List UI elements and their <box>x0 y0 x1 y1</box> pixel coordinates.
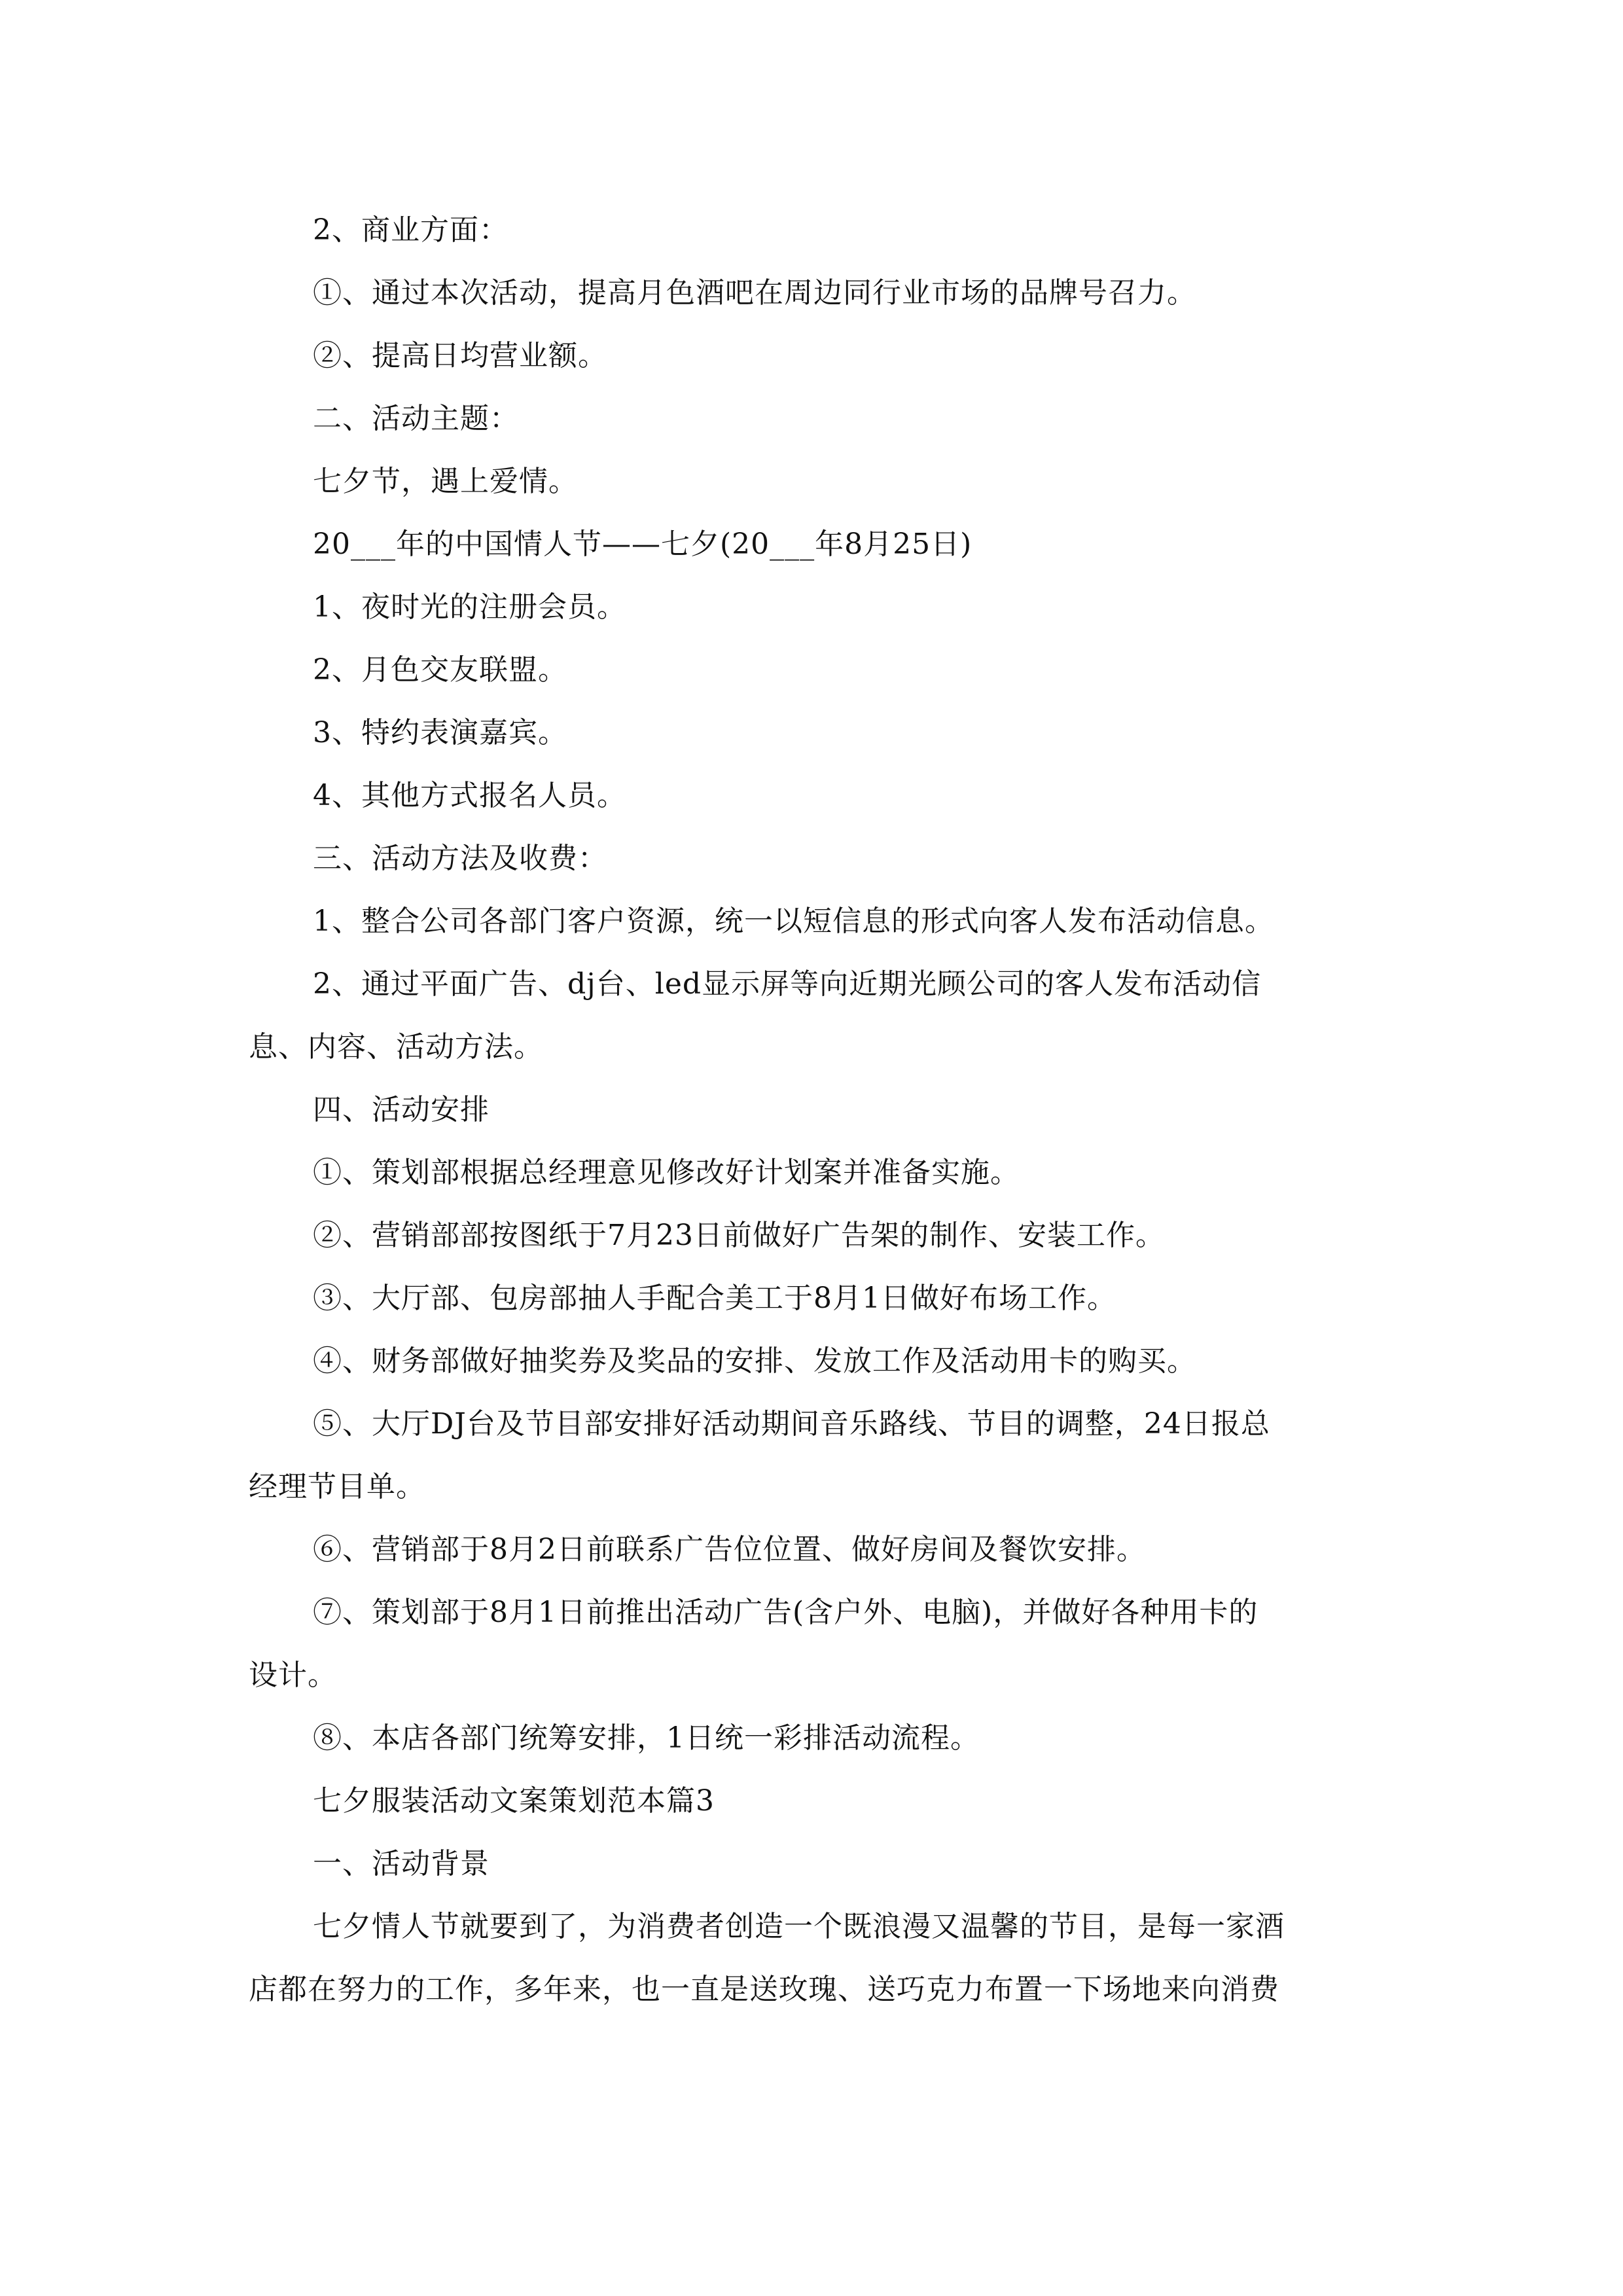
text-line: ⑧、本店各部门统筹安排，1日统一彩排活动流程。 <box>313 1721 980 1755</box>
text-line: 店都在努力的工作，多年来，也一直是送玫瑰、送巧克力布置一下场地来向消费 <box>249 1973 1279 2006</box>
text-line: ⑥、营销部于8月2日前联系广告位位置、做好房间及餐饮安排。 <box>313 1533 1146 1566</box>
text-line: 息、内容、活动方法。 <box>249 1030 543 1064</box>
text-line: ③、大厅部、包房部抽人手配合美工于8月1日做好布场工作。 <box>313 1282 1116 1315</box>
text-line: ①、通过本次活动，提高月色酒吧在周边同行业市场的品牌号召力。 <box>313 276 1196 310</box>
text-line: 2、月色交友联盟。 <box>313 653 567 687</box>
text-line: ④、财务部做好抽奖券及奖品的安排、发放工作及活动用卡的购买。 <box>313 1344 1196 1378</box>
text-line: ⑤、大厅DJ台及节目部安排好活动期间音乐路线、节目的调整，24日报总 <box>313 1407 1270 1441</box>
text-line: 20___年的中国情人节——七夕(20___年8月25日) <box>313 528 972 561</box>
text-line: 经理节目单。 <box>249 1470 425 1503</box>
text-line: 3、特约表演嘉宾。 <box>313 716 567 749</box>
text-line: ①、策划部根据总经理意见修改好计划案并准备实施。 <box>313 1156 1020 1189</box>
article-title: 七夕服装活动文案策划范本篇3 <box>313 1784 715 1818</box>
section-heading: 二、活动主题： <box>313 402 519 435</box>
text-line: ②、营销部部按图纸于7月23日前做好广告架的制作、安装工作。 <box>313 1219 1165 1252</box>
text-line: 七夕节，遇上爱情。 <box>313 465 578 498</box>
text-line: ⑦、策划部于8月1日前推出活动广告(含户外、电脑)，并做好各种用卡的 <box>313 1596 1258 1629</box>
text-line: 2、通过平面广告、dj台、led显示屏等向近期光顾公司的客人发布活动信 <box>313 967 1262 1001</box>
text-line: 1、夜时光的注册会员。 <box>313 590 626 624</box>
section-heading: 一、活动背景 <box>313 1847 490 1880</box>
section-heading: 四、活动安排 <box>313 1093 490 1126</box>
text-line: 设计。 <box>249 1659 337 1692</box>
text-line: 七夕情人节就要到了，为消费者创造一个既浪漫又温馨的节目，是每一家酒 <box>313 1910 1285 1943</box>
text-line: ②、提高日均营业额。 <box>313 339 607 372</box>
text-line: 4、其他方式报名人员。 <box>313 779 626 812</box>
text-line: 2、商业方面： <box>313 213 508 247</box>
text-line: 1、整合公司各部门客户资源，统一以短信息的形式向客人发布活动信息。 <box>313 905 1274 938</box>
section-heading: 三、活动方法及收费： <box>313 842 607 875</box>
